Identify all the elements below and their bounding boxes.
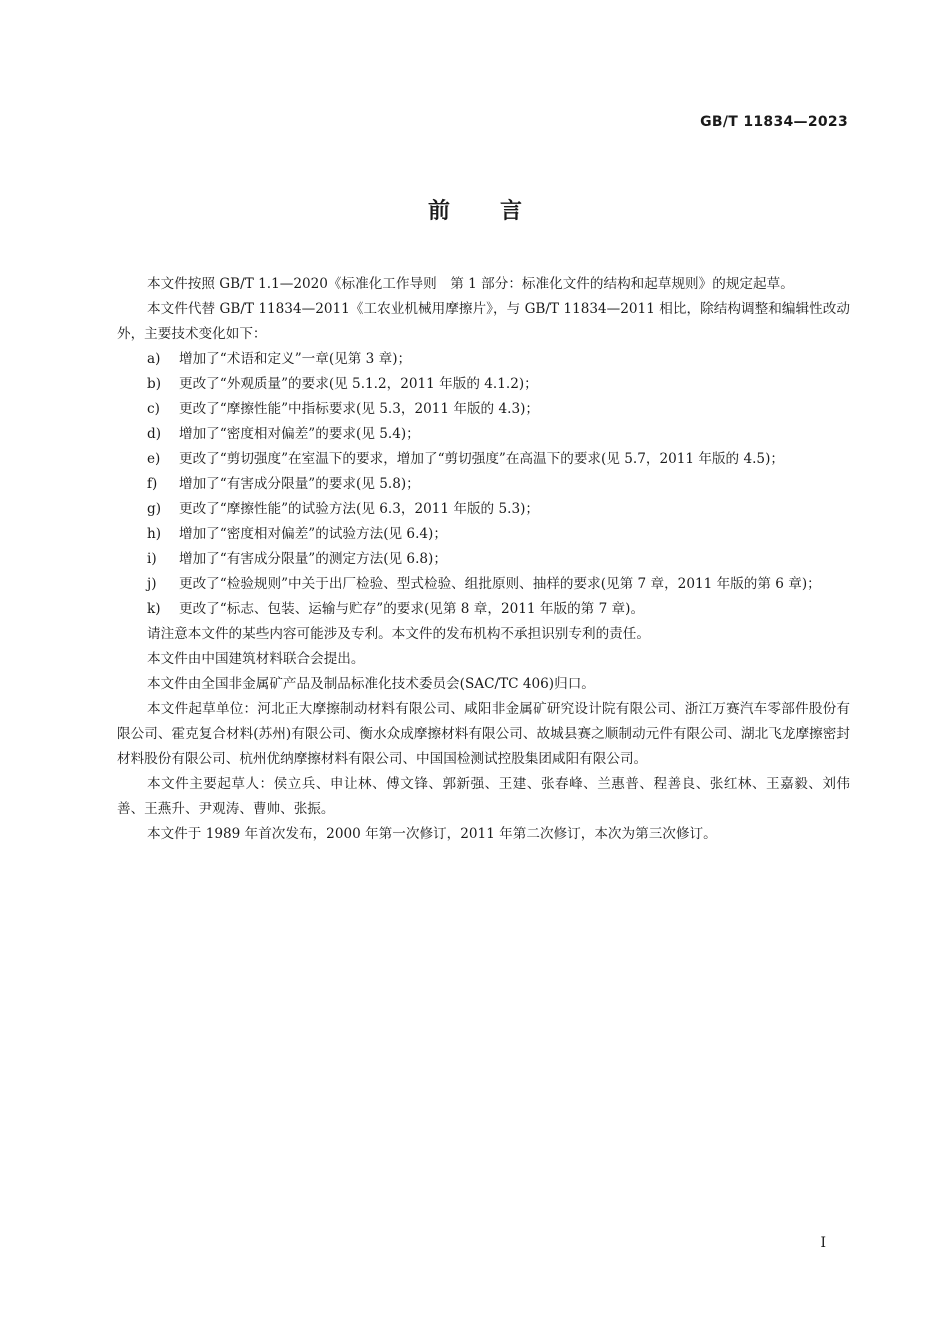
paragraph-patent-notice: 请注意本文件的某些内容可能涉及专利。本文件的发布机构不承担识别专利的责任。 — [147, 626, 650, 642]
page-title: 前言 — [427, 199, 572, 224]
list-item-text: 更改了“摩擦性能”中指标要求(见 5.3，2011 年版的 4.3)； — [179, 401, 539, 417]
paragraph-drafters: 本文件主要起草人：侯立兵、申让林、傅文锋、郭新强、王建、张春峰、兰惠普、程善良、张红林、王嘉毅、刘伟善、王燕升、尹观涛、曹帅、张振。 — [117, 776, 850, 817]
list-item-text: 增加了“术语和定义”一章(见第 3 章)； — [179, 351, 412, 367]
list-item — [117, 522, 850, 547]
list-item — [117, 472, 850, 497]
foreword-body — [117, 272, 850, 847]
changes-list — [117, 347, 850, 622]
list-item — [117, 397, 850, 422]
list-marker: c) — [147, 401, 160, 417]
list-item-text: 增加了“有害成分限量”的测定方法(见 6.8)； — [179, 551, 447, 567]
list-item — [117, 447, 850, 472]
page-number: I — [820, 1235, 826, 1251]
list-item — [117, 347, 850, 372]
list-item-text: 更改了“剪切强度”在室温下的要求，增加了“剪切强度”在高温下的要求(见 5.7，2011 年版的 4.5)； — [179, 451, 784, 467]
document-code: GB/T 11834—2023 — [700, 114, 848, 130]
list-marker: f) — [147, 476, 158, 492]
list-item-text: 更改了“摩擦性能”的试验方法(见 6.3，2011 年版的 5.3)； — [179, 501, 539, 517]
list-marker: h) — [147, 526, 162, 542]
list-marker: d) — [147, 426, 162, 442]
list-marker: b) — [147, 376, 162, 392]
list-item — [117, 597, 850, 622]
list-item-text: 更改了“标志、包装、运输与贮存”的要求(见第 8 章，2011 年版的第 7 章)。 — [179, 601, 645, 617]
list-marker: k) — [147, 601, 161, 617]
paragraph-history: 本文件于 1989 年首次发布，2000 年第一次修订，2011 年第二次修订，本次为第三次修订。 — [147, 826, 717, 842]
list-item-text: 增加了“有害成分限量”的要求(见 5.8)； — [179, 476, 420, 492]
list-item — [117, 497, 850, 522]
list-item-text: 增加了“密度相对偏差”的要求(见 5.4)； — [179, 426, 420, 442]
list-item — [117, 547, 850, 572]
paragraph-replacement: 本文件代替 GB/T 11834—2011《工农业机械用摩擦片》，与 GB/T 11834—2011 相比，除结构调整和编辑性改动外，主要技术变化如下： — [117, 301, 850, 342]
list-item — [117, 422, 850, 447]
list-marker: g) — [147, 501, 162, 517]
paragraph-drafting-units: 本文件起草单位：河北正大摩擦制动材料有限公司、咸阳非金属矿研究设计院有限公司、浙江万赛汽车零部件股份有限公司、霍克复合材料(苏州)有限公司、衡水众成摩擦材料有限公司、故城县赛之顺制动元件有限公司、湖北飞龙摩擦密封材料股份有限公司、杭州优纳摩擦材料有限公司、中国国检测试控股集团咸阳有限公司。 — [117, 701, 850, 767]
list-marker: i) — [147, 551, 157, 567]
paragraph-proposer: 本文件由中国建筑材料联合会提出。 — [147, 651, 365, 667]
list-item — [117, 572, 850, 597]
list-marker: j) — [147, 576, 157, 592]
list-marker: e) — [147, 451, 161, 467]
list-marker: a) — [147, 351, 161, 367]
list-item — [117, 372, 850, 397]
list-item-text: 更改了“检验规则”中关于出厂检验、型式检验、组批原则、抽样的要求(见第 7 章，2011 年版的第 6 章)； — [179, 576, 821, 592]
paragraph-drafting-rules: 本文件按照 GB/T 1.1—2020《标准化工作导则 第 1 部分：标准化文件的结构和起草规则》的规定起草。 — [147, 276, 794, 292]
paragraph-committee: 本文件由全国非金属矿产品及制品标准化技术委员会(SAC/TC 406)归口。 — [147, 676, 595, 692]
list-item-text: 更改了“外观质量”的要求(见 5.1.2，2011 年版的 4.1.2)； — [179, 376, 538, 392]
list-item-text: 增加了“密度相对偏差”的试验方法(见 6.4)； — [179, 526, 447, 542]
